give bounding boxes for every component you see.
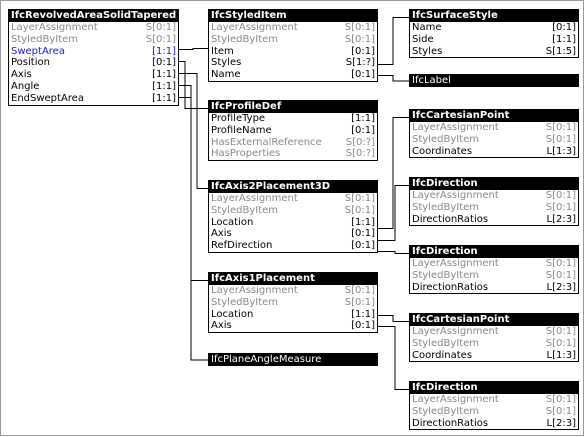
- entity-ifc-styled-item[interactable]: [208, 9, 378, 82]
- attribute-name: Axis: [11, 69, 32, 81]
- attribute-row[interactable]: [209, 285, 377, 297]
- entity-ifc-axis2-placement-3d[interactable]: [208, 180, 378, 253]
- entity-title: IfcAxis1Placement: [209, 273, 377, 285]
- entity-ifc-cartesian-point[interactable]: [409, 313, 579, 362]
- attribute-row[interactable]: [410, 394, 578, 406]
- attribute-row[interactable]: [410, 338, 578, 350]
- entity-title: IfcAxis2Placement3D: [209, 181, 377, 193]
- entity-ifc-direction[interactable]: [409, 245, 579, 294]
- attribute-name: ProfileName: [211, 124, 272, 136]
- entity-title: IfcLabel: [410, 75, 578, 86]
- attribute-row[interactable]: [410, 146, 578, 158]
- attribute-name: LayerAssignment: [412, 190, 499, 201]
- attribute-row[interactable]: [9, 46, 178, 58]
- attribute-cardinality: S[0:1]: [344, 22, 375, 33]
- attribute-cardinality: S[0:1]: [344, 285, 375, 296]
- attribute-cardinality: S[0:1]: [545, 394, 576, 405]
- connector-line: [179, 62, 208, 109]
- attribute-name: LayerAssignment: [11, 22, 98, 33]
- attribute-name: Styles: [211, 57, 242, 69]
- connector-line: [179, 86, 208, 281]
- attribute-row[interactable]: [209, 193, 377, 205]
- attribute-name: StyledByItem: [211, 33, 279, 45]
- attribute-name: StyledByItem: [412, 269, 480, 281]
- attribute-row[interactable]: [410, 326, 578, 338]
- attribute-name: SweptArea: [11, 45, 65, 57]
- attribute-cardinality: [1:1]: [351, 113, 375, 124]
- entity-title: IfcDirection: [410, 382, 578, 394]
- entity-ifc-plane-angle-measure[interactable]: [208, 353, 378, 366]
- attribute-row[interactable]: [9, 22, 178, 34]
- attribute-cardinality: S[1:?]: [345, 57, 375, 69]
- attribute-cardinality: S[0:1]: [344, 193, 375, 204]
- entity-ifc-axis1-placement[interactable]: [208, 272, 378, 333]
- attribute-cardinality: [0:1]: [351, 320, 375, 332]
- connector-line: [378, 18, 409, 65]
- attribute-name: StyledByItem: [412, 133, 480, 145]
- attribute-row[interactable]: [410, 258, 578, 270]
- attribute-row[interactable]: [209, 69, 377, 81]
- attribute-row[interactable]: [9, 93, 178, 105]
- connector-line: [378, 186, 409, 241]
- attribute-row[interactable]: [209, 57, 377, 69]
- connector-line: [179, 49, 208, 50]
- attribute-name: Location: [211, 308, 254, 320]
- entity-ifc-profile-def[interactable]: [208, 100, 378, 161]
- attribute-row[interactable]: [410, 418, 578, 430]
- attribute-cardinality: [0:1]: [552, 22, 576, 33]
- attribute-name: StyledByItem: [412, 201, 480, 213]
- attribute-row[interactable]: [9, 57, 178, 69]
- attribute-name: Side: [412, 33, 434, 45]
- connector-line: [378, 252, 409, 254]
- attribute-cardinality: L[2:3]: [546, 417, 576, 429]
- entity-title: IfcDirection: [410, 246, 578, 258]
- attribute-row[interactable]: [209, 137, 377, 149]
- attribute-row[interactable]: [410, 202, 578, 214]
- attribute-cardinality: [0:1]: [351, 240, 375, 252]
- attribute-name: ProfileType: [211, 113, 266, 124]
- attribute-row[interactable]: [410, 406, 578, 418]
- attribute-row[interactable]: [9, 34, 178, 46]
- entity-title: IfcCartesianPoint: [410, 110, 578, 122]
- attribute-row[interactable]: [209, 46, 377, 58]
- entity-title: IfcSurfaceStyle: [410, 10, 578, 22]
- attribute-cardinality: [1:1]: [152, 69, 176, 81]
- attribute-row[interactable]: [209, 113, 377, 125]
- attribute-cardinality: S[0:1]: [344, 204, 375, 216]
- attribute-row[interactable]: [209, 148, 377, 160]
- attribute-cardinality: S[0:1]: [545, 337, 576, 349]
- attribute-name: DirectionRatios: [412, 417, 489, 429]
- entity-title: IfcDirection: [410, 178, 578, 190]
- attribute-name: RefDirection: [211, 240, 273, 252]
- attribute-cardinality: S[0:1]: [145, 22, 176, 33]
- attribute-cardinality: [1:1]: [351, 216, 375, 228]
- attribute-row[interactable]: [410, 350, 578, 362]
- entity-ifc-cartesian-point[interactable]: [409, 109, 579, 158]
- attribute-row[interactable]: [9, 81, 178, 93]
- attribute-name: LayerAssignment: [211, 22, 298, 33]
- connector-line: [378, 118, 409, 229]
- attribute-row[interactable]: [209, 217, 377, 229]
- entity-ifc-direction[interactable]: [409, 177, 579, 226]
- attribute-cardinality: [1:1]: [152, 80, 176, 92]
- attribute-cardinality: L[2:3]: [546, 213, 576, 225]
- attribute-name: Angle: [11, 80, 40, 92]
- attribute-name: LayerAssignment: [412, 122, 499, 133]
- attribute-cardinality: L[2:3]: [546, 281, 576, 293]
- attribute-row[interactable]: [410, 134, 578, 146]
- attribute-cardinality: S[0:1]: [545, 258, 576, 269]
- attribute-cardinality: [0:1]: [351, 124, 375, 136]
- attribute-name: Name: [412, 22, 442, 33]
- entity-title: IfcProfileDef: [209, 101, 377, 113]
- entity-title: IfcRevolvedAreaSolidTapered: [11, 10, 177, 21]
- attribute-row[interactable]: [410, 46, 578, 58]
- attribute-row[interactable]: [9, 69, 178, 81]
- attribute-cardinality: S[1:5]: [545, 45, 576, 57]
- attribute-cardinality: [1:1]: [152, 92, 176, 104]
- attribute-cardinality: [1:1]: [152, 45, 176, 57]
- attribute-name: HasProperties: [211, 148, 281, 160]
- attribute-row[interactable]: [410, 22, 578, 34]
- attribute-row[interactable]: [209, 34, 377, 46]
- attribute-cardinality: S[0:1]: [344, 33, 375, 45]
- attribute-row[interactable]: [209, 125, 377, 137]
- attribute-row[interactable]: [410, 190, 578, 202]
- attribute-cardinality: S[0:1]: [545, 405, 576, 417]
- attribute-cardinality: S[0:1]: [545, 122, 576, 133]
- attribute-cardinality: [0:1]: [351, 228, 375, 240]
- attribute-row[interactable]: [209, 297, 377, 309]
- attribute-name: Axis: [211, 228, 232, 240]
- attribute-cardinality: S[0:?]: [345, 148, 375, 160]
- attribute-cardinality: L[1:3]: [546, 349, 576, 361]
- attribute-cardinality: S[0:1]: [545, 133, 576, 145]
- attribute-cardinality: S[0:1]: [545, 190, 576, 201]
- attribute-name: StyledByItem: [412, 337, 480, 349]
- attribute-name: LayerAssignment: [412, 326, 499, 337]
- entity-ifc-direction[interactable]: [409, 381, 579, 430]
- attribute-name: StyledByItem: [11, 33, 79, 45]
- attribute-cardinality: [0:1]: [152, 57, 176, 69]
- attribute-cardinality: [1:1]: [351, 308, 375, 320]
- connector-line: [179, 98, 208, 361]
- attribute-name: LayerAssignment: [412, 258, 499, 269]
- attribute-name: Axis: [211, 320, 232, 332]
- attribute-cardinality: S[0:1]: [545, 201, 576, 213]
- attribute-name: Name: [211, 69, 241, 81]
- attribute-name: DirectionRatios: [412, 281, 489, 293]
- entity-title: IfcPlaneAngleMeasure: [209, 354, 377, 365]
- attribute-row[interactable]: [410, 270, 578, 282]
- connector-line: [378, 316, 409, 322]
- attribute-cardinality: S[0:1]: [344, 296, 375, 308]
- attribute-name: LayerAssignment: [412, 394, 499, 405]
- attribute-row[interactable]: [209, 309, 377, 321]
- attribute-row[interactable]: [209, 320, 377, 332]
- attribute-cardinality: S[0:?]: [345, 136, 375, 148]
- attribute-cardinality: [1:1]: [552, 33, 576, 45]
- attribute-cardinality: [0:1]: [351, 45, 375, 57]
- connector-line: [378, 76, 409, 82]
- attribute-name: DirectionRatios: [412, 213, 489, 225]
- attribute-row[interactable]: [209, 205, 377, 217]
- attribute-name: StyledByItem: [412, 405, 480, 417]
- attribute-row[interactable]: [410, 214, 578, 226]
- entity-ifc-label[interactable]: [409, 74, 579, 87]
- attribute-cardinality: S[0:1]: [545, 326, 576, 337]
- attribute-cardinality: S[0:1]: [145, 33, 176, 45]
- attribute-row[interactable]: [209, 228, 377, 240]
- attribute-name: Coordinates: [412, 145, 473, 157]
- entity-title: IfcStyledItem: [209, 10, 377, 22]
- entity-ifc-surface-style[interactable]: [409, 9, 579, 58]
- attribute-name: Styles: [412, 45, 443, 57]
- attribute-name: StyledByItem: [211, 296, 279, 308]
- attribute-cardinality: [0:1]: [351, 69, 375, 81]
- attribute-row[interactable]: [209, 22, 377, 34]
- attribute-name: Coordinates: [412, 349, 473, 361]
- attribute-row[interactable]: [410, 122, 578, 134]
- entity-title: IfcCartesianPoint: [410, 314, 578, 326]
- attribute-name: Position: [11, 57, 50, 69]
- attribute-row[interactable]: [209, 240, 377, 252]
- attribute-row[interactable]: [410, 34, 578, 46]
- attribute-name: LayerAssignment: [211, 193, 298, 204]
- connector-line: [179, 74, 208, 189]
- attribute-name: Item: [211, 45, 234, 57]
- attribute-cardinality: S[0:1]: [545, 269, 576, 281]
- attribute-name: HasExternalReference: [211, 136, 322, 148]
- connector-line: [378, 327, 409, 390]
- attribute-name: LayerAssignment: [211, 285, 298, 296]
- attribute-name: EndSweptArea: [11, 92, 84, 104]
- attribute-cardinality: L[1:3]: [546, 145, 576, 157]
- attribute-name: StyledByItem: [211, 204, 279, 216]
- entity-ifc-revolved-area-solid-tapered[interactable]: [8, 9, 179, 106]
- attribute-name: Location: [211, 216, 254, 228]
- attribute-row[interactable]: [410, 282, 578, 294]
